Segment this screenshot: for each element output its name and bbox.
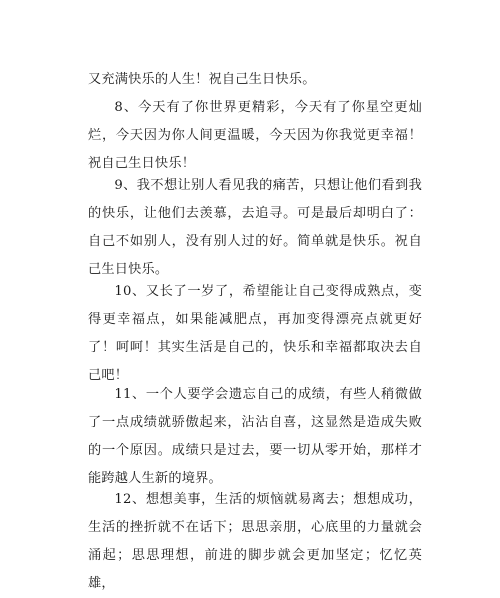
paragraph-8: 8、今天有了你世界更精彩，今天有了你星空更灿烂，今天因为你人间更温暖，今天因为你我觉更幸福！祝自己生日快乐！ <box>88 100 422 171</box>
paragraph-12: 12、想想美事，生活的烦恼就易离去；想想成功，生活的挫折就不在话下；思思亲朋，心底里的力量就会涌起；思思理想，前进的脚步就会更加坚定；忆忆英雄， <box>88 492 422 591</box>
paragraph-7-continued: 又充满快乐的人生！祝自己生日快乐。 <box>88 72 316 87</box>
paragraph-9: 9、我不想让别人看见我的痛苦，只想让他们看到我的快乐，让他们去羡慕，去追寻。可是最后却明白了：自己不如别人，没有别人过的好。简单就是快乐。祝自己生日快乐。 <box>88 178 422 277</box>
paragraph-10: 10、又长了一岁了，希望能让自己变得成熟点，变得更幸福点，如果能减肥点，再加变得漂亮点就更好了！呵呵！其实生活是自己的，快乐和幸福都取决去自己吧！ <box>88 284 422 383</box>
paragraph-11: 11、一个人要学会遗忘自己的成绩，有些人稍微做了一点成绩就骄傲起来，沾沾自喜，这显然是造成失败的一个原因。成绩只是过去，要一切从零开始，那样才能跨越人生新的境界。 <box>88 387 422 486</box>
